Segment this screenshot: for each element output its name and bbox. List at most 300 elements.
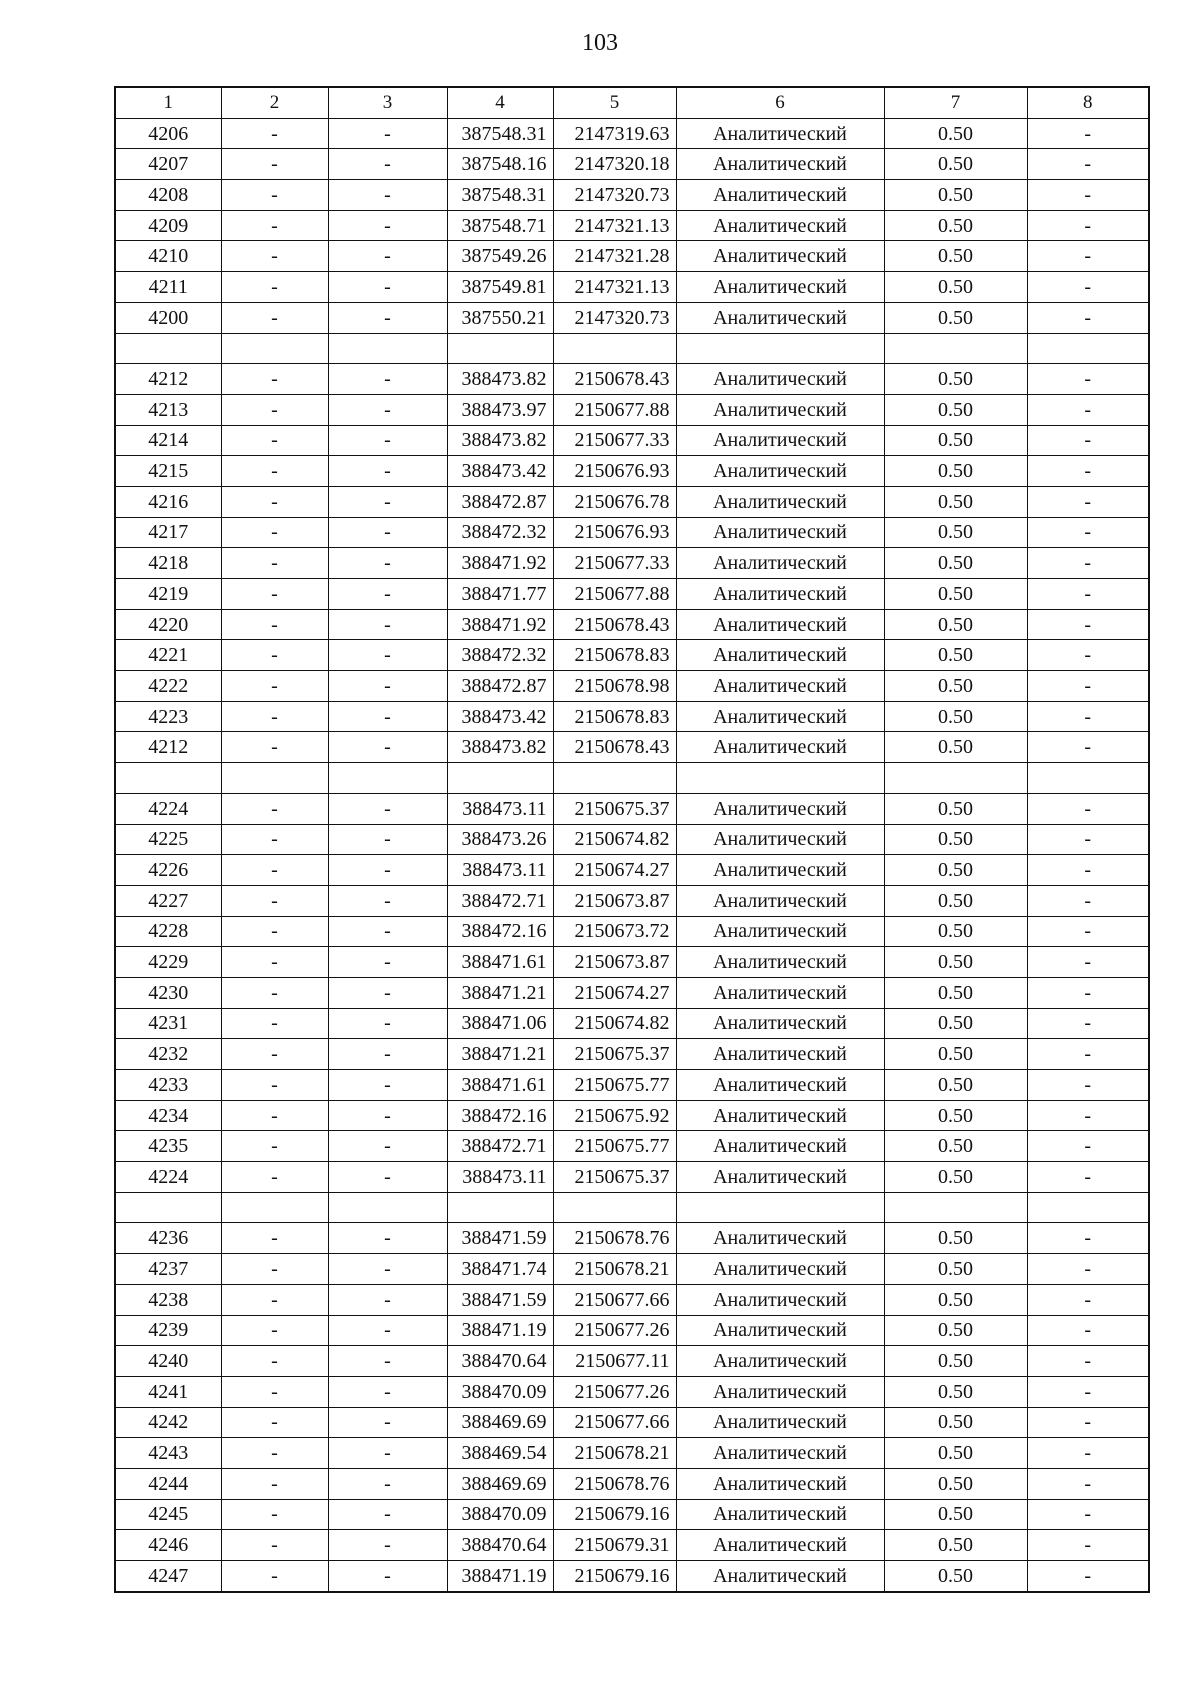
point-number-cell: 4206 (115, 118, 221, 149)
col8-cell: - (1027, 1100, 1149, 1131)
y-coordinate-cell (553, 1192, 676, 1223)
col8-cell: - (1027, 241, 1149, 272)
table-row (115, 916, 1149, 947)
y-coordinate-cell: 2150675.37 (553, 1162, 676, 1193)
y-coordinate-cell: 2150679.16 (553, 1499, 676, 1530)
y-coordinate-cell: 2150678.43 (553, 609, 676, 640)
y-coordinate-cell: 2150678.21 (553, 1254, 676, 1285)
accuracy-cell: 0.50 (884, 1131, 1027, 1162)
col8-cell: - (1027, 1039, 1149, 1070)
method-cell: Аналитический (676, 394, 884, 425)
y-coordinate-cell: 2150678.83 (553, 701, 676, 732)
col3-cell (328, 333, 447, 364)
y-coordinate-cell: 2150676.78 (553, 486, 676, 517)
point-number-cell: 4208 (115, 180, 221, 211)
y-coordinate-cell: 2150678.83 (553, 640, 676, 671)
y-coordinate-cell: 2147321.13 (553, 272, 676, 303)
point-number-cell: 4228 (115, 916, 221, 947)
col2-cell: - (221, 456, 328, 487)
column-header: 2 (221, 87, 328, 118)
col2-cell: - (221, 1070, 328, 1101)
table-row (115, 1284, 1149, 1315)
table-row (115, 701, 1149, 732)
col2-cell: - (221, 149, 328, 180)
y-coordinate-cell: 2150674.27 (553, 977, 676, 1008)
point-number-cell: 4220 (115, 609, 221, 640)
col8-cell: - (1027, 486, 1149, 517)
col3-cell: - (328, 1438, 447, 1469)
x-coordinate-cell: 388473.82 (447, 732, 553, 763)
accuracy-cell: 0.50 (884, 885, 1027, 916)
accuracy-cell: 0.50 (884, 1100, 1027, 1131)
y-coordinate-cell: 2150673.87 (553, 947, 676, 978)
table-row (115, 456, 1149, 487)
method-cell: Аналитический (676, 671, 884, 702)
x-coordinate-cell: 388471.61 (447, 1070, 553, 1101)
col8-cell: - (1027, 425, 1149, 456)
x-coordinate-cell: 387548.16 (447, 149, 553, 180)
col2-cell: - (221, 1376, 328, 1407)
col3-cell: - (328, 1284, 447, 1315)
table-row (115, 1315, 1149, 1346)
x-coordinate-cell: 388471.92 (447, 609, 553, 640)
method-cell: Аналитический (676, 272, 884, 303)
point-number-cell: 4219 (115, 579, 221, 610)
accuracy-cell: 0.50 (884, 1499, 1027, 1530)
col2-cell: - (221, 1346, 328, 1377)
point-number-cell: 4217 (115, 517, 221, 548)
col2-cell: - (221, 180, 328, 211)
method-cell: Аналитический (676, 732, 884, 763)
point-number-cell: 4234 (115, 1100, 221, 1131)
col3-cell: - (328, 885, 447, 916)
col8-cell: - (1027, 118, 1149, 149)
x-coordinate-cell: 388471.21 (447, 977, 553, 1008)
accuracy-cell: 0.50 (884, 947, 1027, 978)
col3-cell: - (328, 1100, 447, 1131)
point-number-cell: 4226 (115, 855, 221, 886)
col3-cell: - (328, 548, 447, 579)
method-cell: Аналитический (676, 640, 884, 671)
y-coordinate-cell: 2150677.11 (553, 1346, 676, 1377)
col8-cell: - (1027, 302, 1149, 333)
col2-cell: - (221, 609, 328, 640)
table-row (115, 1376, 1149, 1407)
y-coordinate-cell: 2150678.43 (553, 732, 676, 763)
accuracy-cell: 0.50 (884, 364, 1027, 395)
col2-cell: - (221, 548, 328, 579)
col8-cell: - (1027, 149, 1149, 180)
x-coordinate-cell: 388473.11 (447, 1162, 553, 1193)
accuracy-cell: 0.50 (884, 241, 1027, 272)
table-row (115, 241, 1149, 272)
table-row (115, 1438, 1149, 1469)
x-coordinate-cell: 388472.32 (447, 640, 553, 671)
table-row (115, 1070, 1149, 1101)
point-number-cell: 4229 (115, 947, 221, 978)
y-coordinate-cell: 2150679.31 (553, 1530, 676, 1561)
y-coordinate-cell: 2150678.76 (553, 1223, 676, 1254)
col8-cell (1027, 1192, 1149, 1223)
point-number-cell: 4214 (115, 425, 221, 456)
y-coordinate-cell: 2150673.72 (553, 916, 676, 947)
col2-cell: - (221, 118, 328, 149)
column-header: 8 (1027, 87, 1149, 118)
x-coordinate-cell: 388469.69 (447, 1407, 553, 1438)
x-coordinate-cell: 388471.21 (447, 1039, 553, 1070)
col3-cell: - (328, 180, 447, 211)
col8-cell: - (1027, 456, 1149, 487)
method-cell: Аналитический (676, 241, 884, 272)
y-coordinate-cell: 2147320.18 (553, 149, 676, 180)
method-cell: Аналитический (676, 1254, 884, 1285)
col8-cell: - (1027, 732, 1149, 763)
accuracy-cell: 0.50 (884, 1254, 1027, 1285)
table-row (115, 118, 1149, 149)
col2-cell: - (221, 732, 328, 763)
x-coordinate-cell: 388470.09 (447, 1499, 553, 1530)
col2-cell: - (221, 1468, 328, 1499)
accuracy-cell: 0.50 (884, 793, 1027, 824)
x-coordinate-cell: 387549.81 (447, 272, 553, 303)
point-number-cell: 4218 (115, 548, 221, 579)
col2-cell: - (221, 486, 328, 517)
table-row (115, 1254, 1149, 1285)
col3-cell: - (328, 579, 447, 610)
x-coordinate-cell: 388472.16 (447, 1100, 553, 1131)
col2-cell: - (221, 1254, 328, 1285)
column-header: 7 (884, 87, 1027, 118)
col3-cell: - (328, 916, 447, 947)
method-cell: Аналитический (676, 1315, 884, 1346)
col3-cell: - (328, 517, 447, 548)
method-cell (676, 1192, 884, 1223)
col2-cell: - (221, 947, 328, 978)
y-coordinate-cell: 2150677.33 (553, 425, 676, 456)
method-cell: Аналитический (676, 1100, 884, 1131)
table-row (115, 1530, 1149, 1561)
method-cell (676, 763, 884, 794)
col8-cell: - (1027, 916, 1149, 947)
method-cell: Аналитический (676, 149, 884, 180)
point-number-cell: 4222 (115, 671, 221, 702)
col2-cell: - (221, 241, 328, 272)
col2-cell: - (221, 977, 328, 1008)
point-number-cell: 4212 (115, 364, 221, 395)
y-coordinate-cell: 2147320.73 (553, 180, 676, 211)
col8-cell: - (1027, 1407, 1149, 1438)
point-number-cell: 4242 (115, 1407, 221, 1438)
table-row (115, 793, 1149, 824)
y-coordinate-cell: 2150674.27 (553, 855, 676, 886)
x-coordinate-cell: 388473.42 (447, 456, 553, 487)
col8-cell: - (1027, 1254, 1149, 1285)
point-number-cell: 4200 (115, 302, 221, 333)
y-coordinate-cell: 2147319.63 (553, 118, 676, 149)
point-number-cell: 4244 (115, 1468, 221, 1499)
col3-cell (328, 763, 447, 794)
x-coordinate-cell: 388471.92 (447, 548, 553, 579)
table-row (115, 1561, 1149, 1592)
method-cell: Аналитический (676, 548, 884, 579)
point-number-cell: 4215 (115, 456, 221, 487)
table-row (115, 272, 1149, 303)
table-row (115, 180, 1149, 211)
x-coordinate-cell: 388470.64 (447, 1530, 553, 1561)
method-cell: Аналитический (676, 916, 884, 947)
table-row (115, 1499, 1149, 1530)
x-coordinate-cell: 388471.59 (447, 1223, 553, 1254)
y-coordinate-cell: 2150675.77 (553, 1131, 676, 1162)
point-number-cell: 4232 (115, 1039, 221, 1070)
accuracy-cell: 0.50 (884, 118, 1027, 149)
y-coordinate-cell: 2150678.21 (553, 1438, 676, 1469)
method-cell (676, 333, 884, 364)
table-row (115, 333, 1149, 364)
col8-cell: - (1027, 1468, 1149, 1499)
y-coordinate-cell: 2150678.98 (553, 671, 676, 702)
x-coordinate-cell: 388471.74 (447, 1254, 553, 1285)
x-coordinate-cell: 388472.87 (447, 486, 553, 517)
point-number-cell: 4230 (115, 977, 221, 1008)
x-coordinate-cell (447, 333, 553, 364)
method-cell: Аналитический (676, 486, 884, 517)
method-cell: Аналитический (676, 1223, 884, 1254)
column-header: 5 (553, 87, 676, 118)
x-coordinate-cell: 388473.82 (447, 425, 553, 456)
accuracy-cell: 0.50 (884, 548, 1027, 579)
accuracy-cell: 0.50 (884, 732, 1027, 763)
table-row (115, 855, 1149, 886)
table-row (115, 1223, 1149, 1254)
col2-cell: - (221, 1039, 328, 1070)
table-row (115, 548, 1149, 579)
method-cell: Аналитический (676, 793, 884, 824)
col2-cell: - (221, 916, 328, 947)
x-coordinate-cell (447, 763, 553, 794)
method-cell: Аналитический (676, 1070, 884, 1101)
col2-cell: - (221, 701, 328, 732)
method-cell: Аналитический (676, 1530, 884, 1561)
col8-cell: - (1027, 210, 1149, 241)
y-coordinate-cell: 2150675.37 (553, 793, 676, 824)
col2-cell: - (221, 579, 328, 610)
point-number-cell: 4221 (115, 640, 221, 671)
y-coordinate-cell: 2147321.28 (553, 241, 676, 272)
accuracy-cell: 0.50 (884, 855, 1027, 886)
y-coordinate-cell: 2150676.93 (553, 517, 676, 548)
col2-cell: - (221, 671, 328, 702)
x-coordinate-cell: 388471.61 (447, 947, 553, 978)
point-number-cell: 4238 (115, 1284, 221, 1315)
table-row (115, 763, 1149, 794)
y-coordinate-cell: 2150675.37 (553, 1039, 676, 1070)
col3-cell: - (328, 394, 447, 425)
accuracy-cell: 0.50 (884, 456, 1027, 487)
col3-cell: - (328, 118, 447, 149)
accuracy-cell: 0.50 (884, 1223, 1027, 1254)
accuracy-cell: 0.50 (884, 1407, 1027, 1438)
y-coordinate-cell (553, 333, 676, 364)
y-coordinate-cell: 2150677.26 (553, 1376, 676, 1407)
col8-cell: - (1027, 180, 1149, 211)
x-coordinate-cell: 388471.19 (447, 1315, 553, 1346)
col2-cell: - (221, 1284, 328, 1315)
method-cell: Аналитический (676, 1407, 884, 1438)
method-cell: Аналитический (676, 425, 884, 456)
y-coordinate-cell: 2150677.66 (553, 1407, 676, 1438)
col3-cell: - (328, 425, 447, 456)
col8-cell: - (1027, 1376, 1149, 1407)
table-row (115, 1039, 1149, 1070)
method-cell: Аналитический (676, 517, 884, 548)
method-cell: Аналитический (676, 118, 884, 149)
accuracy-cell: 0.50 (884, 517, 1027, 548)
col3-cell: - (328, 640, 447, 671)
point-number-cell: 4239 (115, 1315, 221, 1346)
coordinates-table (114, 86, 1150, 1593)
method-cell: Аналитический (676, 885, 884, 916)
col2-cell: - (221, 885, 328, 916)
col3-cell: - (328, 210, 447, 241)
method-cell: Аналитический (676, 364, 884, 395)
column-header: 4 (447, 87, 553, 118)
col8-cell (1027, 763, 1149, 794)
accuracy-cell: 0.50 (884, 1530, 1027, 1561)
accuracy-cell (884, 333, 1027, 364)
point-number-cell: 4225 (115, 824, 221, 855)
point-number-cell: 4216 (115, 486, 221, 517)
col3-cell: - (328, 977, 447, 1008)
method-cell: Аналитический (676, 180, 884, 211)
col3-cell: - (328, 302, 447, 333)
col2-cell: - (221, 364, 328, 395)
method-cell: Аналитический (676, 947, 884, 978)
col8-cell: - (1027, 1284, 1149, 1315)
col2-cell: - (221, 1438, 328, 1469)
col8-cell: - (1027, 1131, 1149, 1162)
col8-cell: - (1027, 977, 1149, 1008)
col8-cell: - (1027, 1315, 1149, 1346)
y-coordinate-cell: 2150677.88 (553, 394, 676, 425)
accuracy-cell: 0.50 (884, 1039, 1027, 1070)
method-cell: Аналитический (676, 579, 884, 610)
method-cell: Аналитический (676, 1284, 884, 1315)
table-row (115, 149, 1149, 180)
table-row (115, 1162, 1149, 1193)
col2-cell: - (221, 1407, 328, 1438)
point-number-cell: 4231 (115, 1008, 221, 1039)
method-cell: Аналитический (676, 1346, 884, 1377)
col3-cell: - (328, 1315, 447, 1346)
col2-cell: - (221, 394, 328, 425)
col8-cell: - (1027, 885, 1149, 916)
method-cell: Аналитический (676, 1561, 884, 1592)
point-number-cell: 4247 (115, 1561, 221, 1592)
y-coordinate-cell: 2150677.88 (553, 579, 676, 610)
accuracy-cell: 0.50 (884, 149, 1027, 180)
y-coordinate-cell: 2150677.26 (553, 1315, 676, 1346)
y-coordinate-cell: 2150675.92 (553, 1100, 676, 1131)
col3-cell: - (328, 609, 447, 640)
col8-cell: - (1027, 1530, 1149, 1561)
col2-cell: - (221, 210, 328, 241)
col8-cell: - (1027, 793, 1149, 824)
point-number-cell: 4241 (115, 1376, 221, 1407)
col8-cell: - (1027, 364, 1149, 395)
accuracy-cell: 0.50 (884, 180, 1027, 211)
col2-cell: - (221, 302, 328, 333)
col8-cell: - (1027, 517, 1149, 548)
col3-cell: - (328, 671, 447, 702)
y-coordinate-cell: 2147320.73 (553, 302, 676, 333)
x-coordinate-cell: 388471.06 (447, 1008, 553, 1039)
point-number-cell: 4245 (115, 1499, 221, 1530)
col2-cell: - (221, 824, 328, 855)
col8-cell: - (1027, 1499, 1149, 1530)
column-header: 1 (115, 87, 221, 118)
method-cell: Аналитический (676, 456, 884, 487)
accuracy-cell: 0.50 (884, 1438, 1027, 1469)
table-body (115, 87, 1149, 1592)
x-coordinate-cell: 388473.82 (447, 364, 553, 395)
point-number-cell: 4207 (115, 149, 221, 180)
method-cell: Аналитический (676, 302, 884, 333)
x-coordinate-cell: 388470.09 (447, 1376, 553, 1407)
col3-cell (328, 1192, 447, 1223)
method-cell: Аналитический (676, 1039, 884, 1070)
accuracy-cell: 0.50 (884, 1468, 1027, 1499)
page-number: 103 (582, 30, 618, 56)
accuracy-cell (884, 763, 1027, 794)
point-number-cell: 4240 (115, 1346, 221, 1377)
col8-cell: - (1027, 1070, 1149, 1101)
col3-cell: - (328, 456, 447, 487)
column-header: 6 (676, 87, 884, 118)
accuracy-cell: 0.50 (884, 210, 1027, 241)
col2-cell: - (221, 1561, 328, 1592)
accuracy-cell: 0.50 (884, 701, 1027, 732)
col8-cell: - (1027, 548, 1149, 579)
method-cell: Аналитический (676, 609, 884, 640)
col8-cell: - (1027, 1008, 1149, 1039)
x-coordinate-cell: 388472.32 (447, 517, 553, 548)
x-coordinate-cell: 388473.97 (447, 394, 553, 425)
col2-cell: - (221, 1008, 328, 1039)
accuracy-cell: 0.50 (884, 302, 1027, 333)
x-coordinate-cell: 388473.42 (447, 701, 553, 732)
col8-cell: - (1027, 1346, 1149, 1377)
col2-cell: - (221, 640, 328, 671)
table-row (115, 1131, 1149, 1162)
point-number-cell: 4227 (115, 885, 221, 916)
col3-cell: - (328, 824, 447, 855)
x-coordinate-cell: 387550.21 (447, 302, 553, 333)
method-cell: Аналитический (676, 824, 884, 855)
x-coordinate-cell: 388473.26 (447, 824, 553, 855)
point-number-cell: 4209 (115, 210, 221, 241)
point-number-cell: 4211 (115, 272, 221, 303)
col3-cell: - (328, 855, 447, 886)
col3-cell: - (328, 1346, 447, 1377)
y-coordinate-cell: 2150678.76 (553, 1468, 676, 1499)
accuracy-cell: 0.50 (884, 1315, 1027, 1346)
table-row (115, 364, 1149, 395)
col2-cell: - (221, 425, 328, 456)
table-row (115, 609, 1149, 640)
accuracy-cell: 0.50 (884, 579, 1027, 610)
col2-cell: - (221, 272, 328, 303)
